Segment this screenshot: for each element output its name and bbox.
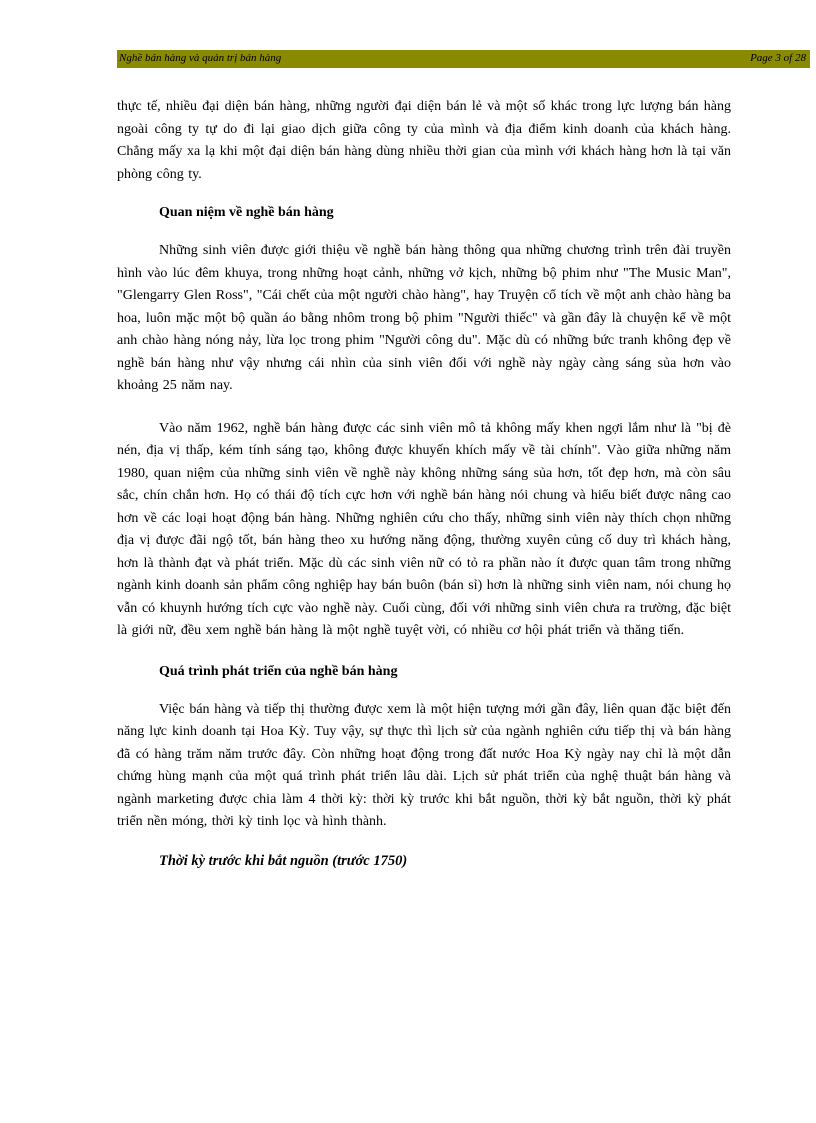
paragraph-student-views: Những sinh viên được giới thiệu về nghề bán hàng thông qua những chương trình trên đài truyền hình vào lúc đêm khuya, trong những hoạt cảnh, những vở kịch, những bộ phim như "The Music Man", "Glengarry Glen Ross", "Cái chết của một người chào hàng", hay Truyện cổ tích về một anh chào hàng ba hoa, luôn mặc một bộ quần áo bằng nhôm trong bộ phim "Người thiếc" và gần đây là chuyện kể về một anh chào hàng nóng nảy, lừa lọc trong phim "Người công du". Mặc dù có những bức tranh không đẹp về nghề bán hàng như vậy nhưng cái nhìn của sinh viên đối với nghề này ngày càng sáng sủa hơn vào khoảng 25 năm nay. [117,243,731,393]
paragraph-intro-continuation: thực tế, nhiều đại diện bán hàng, những người đại diện bán lẻ và một số khác trong lực lượng bán hàng ngoài công ty tự do đi lại giao dịch giữa công ty của mình và địa điểm kinh doanh của khách hàng. Chẳng mấy xa lạ khi một đại diện bán hàng dùng nhiều thời gian của mình với khách hàng hơn là tại văn phòng công ty. [117,99,731,182]
page-number: Page 3 of 28 [750,52,806,64]
paragraph-history: Việc bán hàng và tiếp thị thường được xem là một hiện tượng mới gần đây, liên quan đặc biệt đến năng lực kinh doanh tại Hoa Kỳ. Tuy vậy, sự thực thì lịch sử của ngành nghiên cứu tiếp thị và bán hàng đã có hàng trăm năm trước đây. Còn những hoạt động trong đất nước Hoa Kỳ ngày nay chỉ là một dẫn chứng hùng mạnh của một quá trình phát triển lâu dài. Lịch sử phát triển của nghệ thuật bán hàng và ngành marketing được chia làm 4 thời kỳ: thời kỳ trước khi bắt nguồn, thời kỳ bắt nguồn, thời kỳ phát triển nền móng, thời kỳ tinh lọc và hình thành. [117,701,731,829]
section-heading-concept: Quan niệm về nghề bán hàng [159,205,334,220]
subsection-heading-pre-origin: Thời kỳ trước khi bắt nguồn (trước 1750) [159,852,408,869]
document-title: Nghề bán hàng và quản trị bán hàng [119,52,282,64]
section-heading-development: Quá trình phát triển của nghề bán hàng [159,663,398,679]
document-body [117,96,731,872]
paragraph-1962-perception: Vào năm 1962, nghề bán hàng được các sinh viên mô tả không mấy khen ngợi lắm như là "bị đè nén, địa vị thấp, kém tính sáng tạo, không được khuyến khích mấy về tài chính". Vào giữa những năm 1980, quan niệm của những sinh viên về nghề này không những sáng sủa hơn, tốt đẹp hơn, mà còn sâu sắc, chín chắn hơn. Họ có thái độ tích cực hơn với nghề bán hàng nói chung và hiểu biết được nâng cao hơn về các loại hoạt động bán hàng. Những nghiên cứu cho thấy, những sinh viên này thích chọn những địa vị được đãi ngộ tốt, bán hàng theo xu hướng năng động, thường xuyên củng cố duy trì khách hàng, hơn là thành đạt và phát triển. Mặc dù các sinh viên nữ có tỏ ra phần nào ít được quan tâm trong những ngành kinh doanh sản phẩm công nghiệp hay bán buôn (bán sỉ) hơn là những sinh viên nam, nói chung họ vẫn có khuynh hướng tích cực vào nghề này. Cuối cùng, đối với những sinh viên chưa ra trường, đặc biệt là giới nữ, đều xem nghề bán hàng là một nghề tuyệt vời, có nhiều cơ hội phát triển và thăng tiến. [117,420,731,638]
page-header-bar [117,50,810,68]
